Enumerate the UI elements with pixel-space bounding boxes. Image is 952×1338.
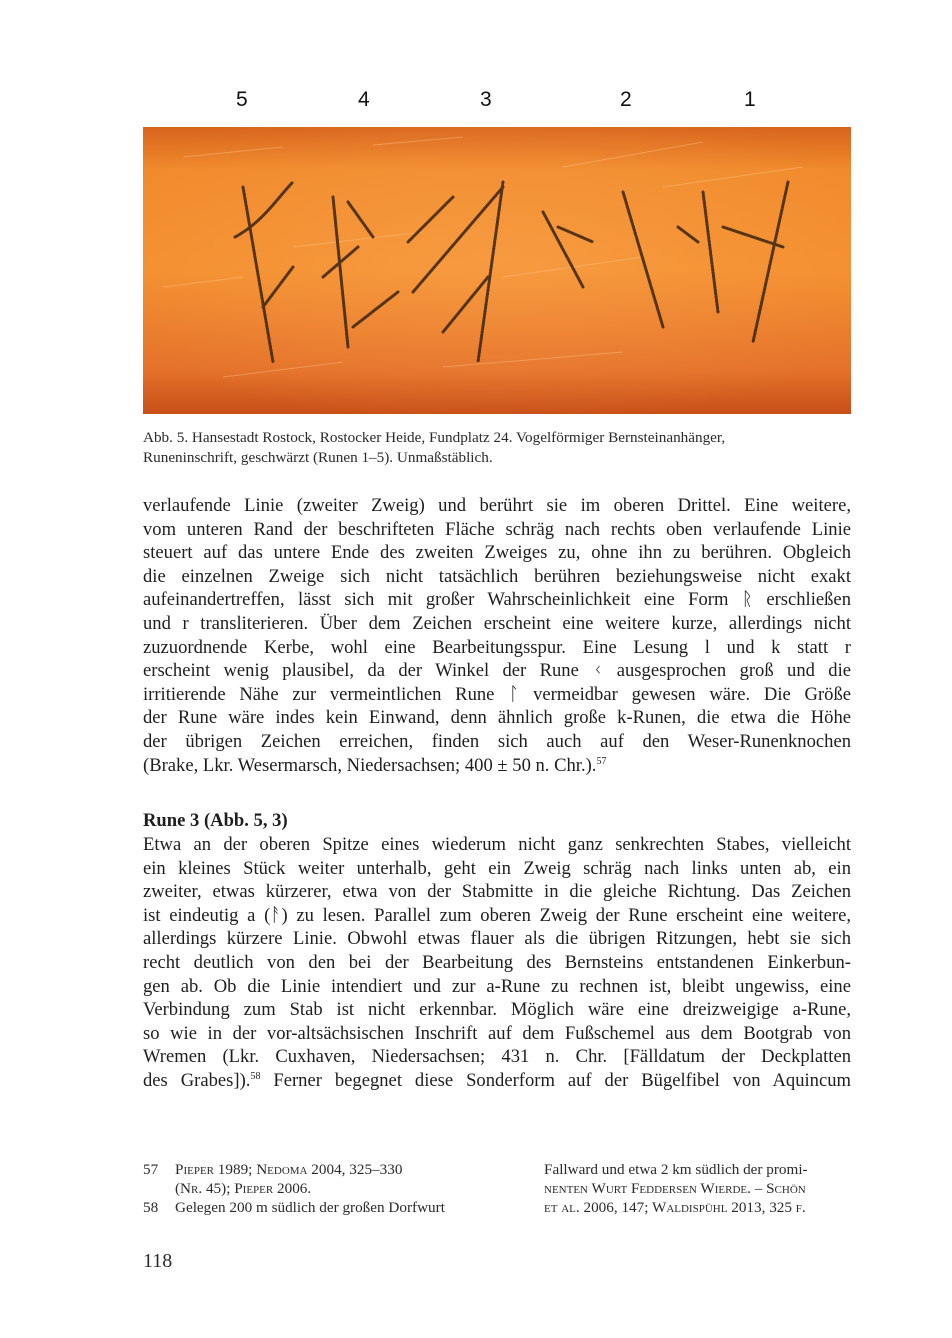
text-line: aufeinandertreffen, lässt sich mit großer Wahrscheinlichkeit eine Form ᚱ erschließen xyxy=(143,589,851,611)
text-line: zuzuordnende Kerbe, wohl eine Bearbeitungsspur. Eine Lesung l und k statt r xyxy=(143,636,851,658)
body-paragraph-2 xyxy=(143,833,851,1093)
text-line: verlaufende Linie (zweiter Zweig) und berührt sie im oberen Drittel. Eine weitere, xyxy=(143,495,851,516)
footnote-text: Fallward und etwa 2 km südlich der promi- xyxy=(544,1161,808,1178)
text-line: Verbindung zum Stab ist nicht erkennbar. Möglich wäre eine dreizweigige a-Rune, xyxy=(143,999,851,1021)
footnote-number: 57 xyxy=(143,1161,159,1178)
text-line: der übrigen Zeichen erreichen, finden sich auch auf den Weser-Runenknochen xyxy=(143,730,851,752)
text-line xyxy=(143,754,851,778)
footnote-58 xyxy=(143,1198,503,1217)
text-line: und r transliterieren. Über dem Zeichen erscheint eine weitere kurze, allerdings nicht xyxy=(143,612,851,634)
footnote-text: et al. 2006, 147; Waldispühl 2013, 325 f. xyxy=(544,1199,806,1216)
rune-number-row xyxy=(143,88,851,118)
rune-number-2: 2 xyxy=(620,88,632,111)
body-paragraph-1 xyxy=(143,494,851,777)
rune-number-4: 4 xyxy=(358,88,370,111)
footnote-57 xyxy=(143,1160,503,1198)
text-line: recht deutlich von den bei der Bearbeitung des Bernsteins entstandenen Einkerbun- xyxy=(143,951,851,973)
footnote-text: nenten Wurt Feddersen Wierde. – Schön xyxy=(544,1180,806,1197)
text-line: vom unteren Rand der beschrifteten Fläche schräg nach rechts oben verlaufende Linie xyxy=(143,518,851,540)
text-line-content: Ferner begegnet diese Sonderform auf der Bügelfibel von Aquincum xyxy=(260,1069,851,1091)
rune-number-3: 3 xyxy=(480,88,492,111)
text-line: ein kleines Stück weiter unterhalb, geht ein Zweig schräg nach links unten ab, ein xyxy=(143,857,851,879)
text-line: der Rune wäre indes kein Einwand, denn ähnlich große k-Runen, die etwa die Höhe xyxy=(143,707,851,729)
text-line: erscheint wenig plausibel, da der Winkel der Rune ᚲ ausgesprochen groß und die xyxy=(143,660,851,682)
footnote-ref-58: 58 xyxy=(250,1070,261,1082)
text-line: Etwa an der oberen Spitze eines wiederum nicht ganz senkrechten Stabes, vielleicht xyxy=(143,834,851,855)
figure-caption xyxy=(143,428,851,468)
footnote-text: Gelegen 200 m südlich der großen Dorfwurt xyxy=(175,1199,445,1216)
rune-number-1: 1 xyxy=(744,88,756,111)
rune-number-5: 5 xyxy=(236,88,248,111)
footnote-ref-57: 57 xyxy=(596,755,607,767)
text-line: ist eindeutig a (ᚨ) zu lesen. Parallel zum oberen Zweig der Rune erscheint eine weitere, xyxy=(143,904,851,926)
text-line: so wie in der vor-altsächsischen Inschrift auf dem Fußschemel aus dem Bootgrab von xyxy=(143,1022,851,1044)
text-line: zweiter, etwas kürzerer, etwa von der Stabmitte in die gleiche Richtung. Das Zeichen xyxy=(143,881,851,903)
amber-rune-photograph xyxy=(143,127,851,414)
text-line: steuert auf das untere Ende des zweiten Zweiges zu, ohne ihn zu berühren. Obgleich xyxy=(143,542,851,564)
footnote-number: 58 xyxy=(143,1199,159,1216)
text-line-content: des Grabes]). xyxy=(143,1069,251,1091)
text-line: allerdings kürzere Linie. Obwohl etwas flauer als die übrigen Ritzungen, hebt sie sich xyxy=(143,928,851,950)
text-line: irritierende Nähe zur vermeintlichen Rune ᛚ vermeidbar gewesen wäre. Die Größe xyxy=(143,683,851,705)
section-heading: Rune 3 (Abb. 5, 3) xyxy=(143,810,288,831)
page-number: 118 xyxy=(143,1250,173,1272)
text-line xyxy=(143,1069,851,1093)
text-line: gen ab. Ob die Linie intendiert und zur a-Rune zu rechnen ist, bleibt ungewiss, eine xyxy=(143,975,851,997)
text-line-content: (Brake, Lkr. Wesermarsch, Niedersachsen; 400 ± 50 n. Chr.). xyxy=(143,754,597,776)
footnote-text: (Nr. 45); Pieper 2006. xyxy=(175,1180,312,1197)
text-line: Wremen (Lkr. Cuxhaven, Niedersachsen; 431 n. Chr. [Fälldatum der Deckplatten xyxy=(143,1046,851,1068)
footnote-text: Pieper 1989; Nedoma 2004, 325–330 xyxy=(175,1161,403,1178)
caption-line: Abb. 5. Hansestadt Rostock, Rostocker Heide, Fundplatz 24. Vogelförmiger Bernsteinanhänger, xyxy=(143,429,726,446)
footnote-58-continued xyxy=(544,1160,851,1217)
text-line: die einzelnen Zweige sich nicht tatsächlich berühren beziehungsweise nicht exakt xyxy=(143,565,851,587)
caption-line: Runeninschrift, geschwärzt (Runen 1–5). Unmaßstäblich. xyxy=(143,449,493,466)
